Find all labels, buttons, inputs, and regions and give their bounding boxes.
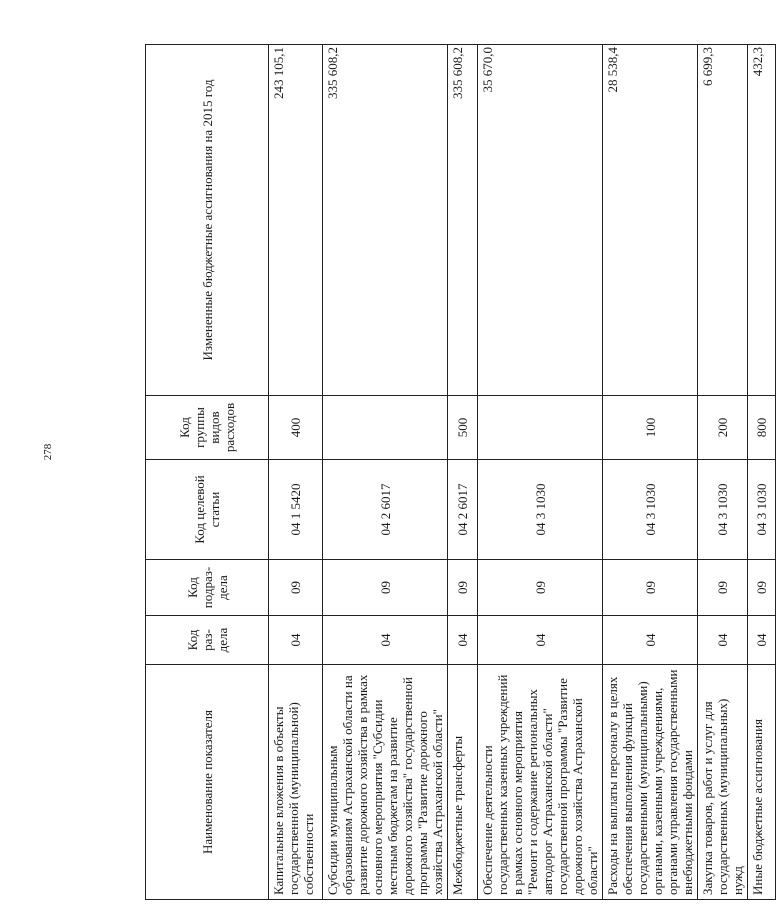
cell-section: 04 (448, 616, 478, 665)
cell-name: Закупка товаров, работ и услуг для государственных (муниципальных) нужд (698, 665, 748, 900)
cell-expense-group (323, 396, 448, 460)
cell-subsection: 09 (323, 560, 448, 616)
header-name: Наименование показателя (146, 665, 269, 900)
table-row (478, 45, 603, 900)
header-section: Код раз-дела (146, 616, 269, 665)
table-row (269, 45, 323, 900)
header-target: Код целевой статьи (146, 460, 269, 560)
cell-subsection: 09 (698, 560, 748, 616)
table-row (323, 45, 448, 900)
table-row (748, 45, 776, 900)
cell-subsection: 09 (478, 560, 603, 616)
cell-target: 04 3 1030 (478, 460, 603, 560)
cell-section: 04 (323, 616, 448, 665)
cell-name: Расходы на выплаты персоналу в целях обеспечения выполнения функций государственными (муниципальными) органами, казенными учреждениями, органами управления государственными внебюджетными фондами (603, 665, 698, 900)
cell-section: 04 (698, 616, 748, 665)
cell-amount: 432,3 (748, 45, 776, 396)
cell-target: 04 2 6017 (323, 460, 448, 560)
cell-target: 04 1 5420 (269, 460, 323, 560)
cell-target: 04 3 1030 (603, 460, 698, 560)
cell-subsection: 09 (269, 560, 323, 616)
cell-amount: 28 538,4 (603, 45, 698, 396)
cell-section: 04 (603, 616, 698, 665)
cell-name: Капитальные вложения в объекты государственной (муниципальной) собственности (269, 665, 323, 900)
cell-name: Межбюджетные трансферты (448, 665, 478, 900)
cell-amount: 243 105,1 (269, 45, 323, 396)
cell-amount: 6 699,3 (698, 45, 748, 396)
cell-expense-group (478, 396, 603, 460)
cell-name: Обеспечение деятельности государственных казенных учреждений в рамках основного мероприятия "Ремонт и содержание региональных автодорог Астраханской области" государственной программы "Развитие дорожного хозяйства Астраханской области" (478, 665, 603, 900)
cell-amount: 335 608,2 (323, 45, 448, 396)
cell-name: Иные бюджетные ассигнования (748, 665, 776, 900)
cell-target: 04 2 6017 (448, 460, 478, 560)
header-subsection: Код подраз-дела (146, 560, 269, 616)
cell-expense-group: 100 (603, 396, 698, 460)
cell-expense-group: 200 (698, 396, 748, 460)
cell-name: Субсидии муниципальным образованиям Астраханской области на развитие дорожного хозяйства в рамках основного мероприятия "Субсидии местным бюджетам на развитие дорожного хозяйства" государственной программы "Развитие дорожного хозяйства Астраханской области" (323, 665, 448, 900)
cell-expense-group: 500 (448, 396, 478, 460)
page-number: 278 (42, 443, 54, 461)
table-header-row (146, 45, 269, 900)
budget-table-container (145, 45, 769, 900)
cell-expense-group: 400 (269, 396, 323, 460)
cell-amount: 35 670,0 (478, 45, 603, 396)
budget-table (145, 44, 776, 900)
table-row (603, 45, 698, 900)
table-row (448, 45, 478, 900)
cell-expense-group: 800 (748, 396, 776, 460)
cell-section: 04 (478, 616, 603, 665)
cell-target: 04 3 1030 (748, 460, 776, 560)
header-expense-group: Код группы видов расходов (146, 396, 269, 460)
cell-subsection: 09 (448, 560, 478, 616)
cell-target: 04 3 1030 (698, 460, 748, 560)
cell-subsection: 09 (748, 560, 776, 616)
cell-amount: 335 608,2 (448, 45, 478, 396)
cell-section: 04 (748, 616, 776, 665)
table-row (698, 45, 748, 900)
header-amount: Измененные бюджетные ассигнования на 2015 год (146, 45, 269, 396)
cell-subsection: 09 (603, 560, 698, 616)
cell-section: 04 (269, 616, 323, 665)
